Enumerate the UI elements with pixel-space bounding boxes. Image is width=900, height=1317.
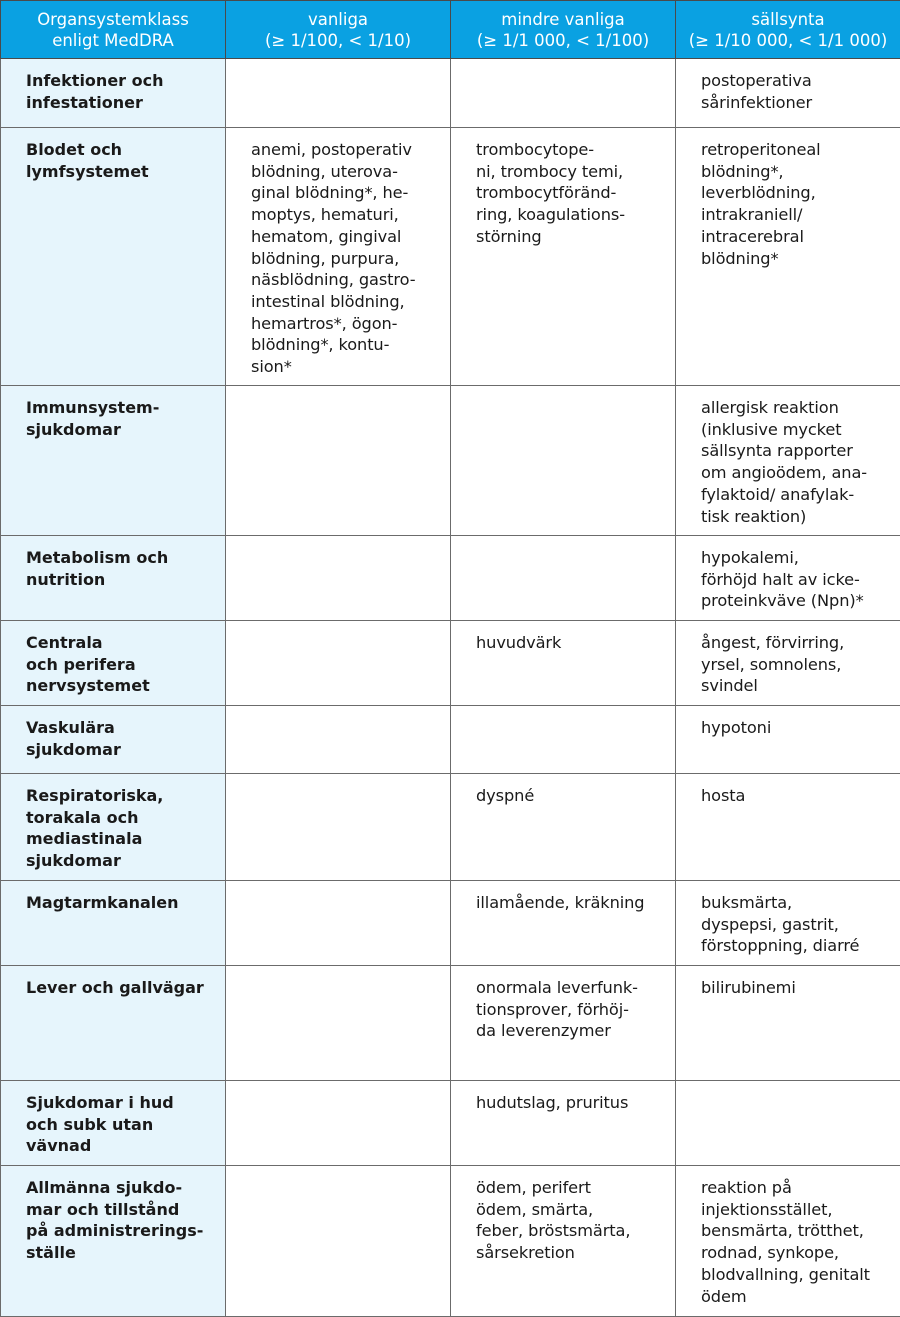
rare-cell: hypokalemi, förhöjd halt av icke- proteinkväve (Npn)* [676,536,900,621]
common-cell [226,386,451,536]
common-cell [226,1081,451,1166]
uncommon-cell [451,536,676,621]
rare-cell: reaktion på injektionsstället, bensmärta, trötthet, rodnad, synkope, blodvallning, genitalt ödem [676,1166,900,1317]
common-cell [226,59,451,128]
uncommon-cell: dyspné [451,774,676,881]
organ-class-cell: Metabolism och nutrition [1,536,226,621]
uncommon-cell: illamående, kräkning [451,881,676,966]
rare-cell [676,1081,900,1166]
uncommon-cell: onormala leverfunk- tionsprover, förhöj- da leverenzymer [451,966,676,1081]
organ-class-cell: Centrala och perifera nervsystemet [1,621,226,706]
header-rare: sällsynta (≥ 1/10 000, < 1/1 000) [676,1,900,59]
table-row [1,621,900,706]
rare-cell: retroperitoneal blödning*, leverblödning, intrakraniell/ intracerebral blödning* [676,128,900,386]
table-row [1,128,900,386]
organ-class-cell: Immunsystem- sjukdomar [1,386,226,536]
organ-class-cell: Infektioner och infestationer [1,59,226,128]
rare-cell: hosta [676,774,900,881]
organ-class-cell: Respiratoriska, torakala och mediastinala sjukdomar [1,774,226,881]
header-uncommon: mindre vanliga (≥ 1/1 000, < 1/100) [451,1,676,59]
common-cell [226,1166,451,1317]
organ-class-cell: Vaskulära sjukdomar [1,706,226,774]
rare-cell: postoperativa sårinfektioner [676,59,900,128]
rare-cell: hypotoni [676,706,900,774]
table-row [1,774,900,881]
organ-class-cell: Sjukdomar i hud och subk utan vävnad [1,1081,226,1166]
common-cell [226,621,451,706]
table-row [1,706,900,774]
uncommon-cell: ödem, perifert ödem, smärta, feber, bröstsmärta, sårsekretion [451,1166,676,1317]
header-common: vanliga (≥ 1/100, < 1/10) [226,1,451,59]
table-row [1,386,900,536]
common-cell [226,774,451,881]
uncommon-cell [451,706,676,774]
uncommon-cell: hudutslag, pruritus [451,1081,676,1166]
uncommon-cell [451,386,676,536]
table-row [1,881,900,966]
common-cell [226,966,451,1081]
table-row [1,1081,900,1166]
uncommon-cell: huvudvärk [451,621,676,706]
common-cell [226,536,451,621]
uncommon-cell [451,59,676,128]
organ-class-cell: Allmänna sjukdo- mar och tillstånd på administrerings- ställe [1,1166,226,1317]
organ-class-cell: Blodet och lymfsystemet [1,128,226,386]
table-row [1,966,900,1081]
rare-cell: ångest, förvirring, yrsel, somnolens, svindel [676,621,900,706]
table-row [1,59,900,128]
uncommon-cell: trombocytope- ni, trombocy temi, trombocytföränd- ring, koagulations- störning [451,128,676,386]
common-cell [226,881,451,966]
header-row [1,1,900,59]
table-row [1,1166,900,1317]
common-cell [226,706,451,774]
rare-cell: allergisk reaktion (inklusive mycket sällsynta rapporter om angioödem, ana- fylaktoid/ anafylak- tisk reaktion) [676,386,900,536]
organ-class-cell: Lever och gallvägar [1,966,226,1081]
table-row [1,536,900,621]
rare-cell: bilirubinemi [676,966,900,1081]
common-cell: anemi, postoperativ blödning, uterova- ginal blödning*, he- moptys, hematuri, hematom, gingival blödning, purpura, näsblödning, gastro- intestinal blödning, hemartros*, ögon- blödning*, kontu- sion* [226,128,451,386]
header-organ-class: Organsystemklass enligt MedDRA [1,1,226,59]
rare-cell: buksmärta, dyspepsi, gastrit, förstoppning, diarré [676,881,900,966]
organ-class-cell: Magtarmkanalen [1,881,226,966]
